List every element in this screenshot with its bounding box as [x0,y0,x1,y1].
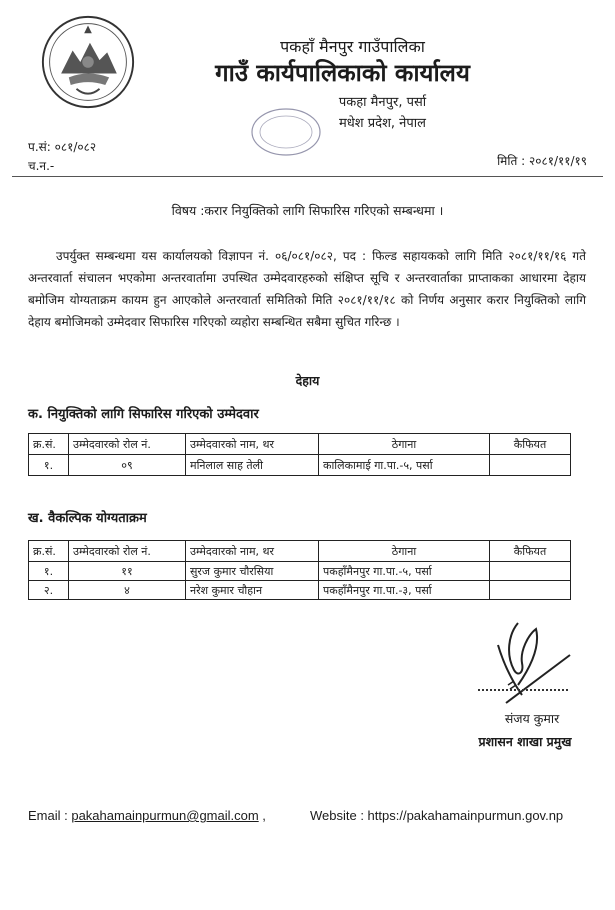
column-header: उम्मेदवारको रोल नं. [69,541,186,562]
column-header: कैफियत [490,541,571,562]
signatory-name: संजय कुमार [504,711,560,726]
reference-number: प.सं: ०८१/०८२ [28,140,97,154]
table-row [29,581,571,600]
column-header: ठेगाना [319,541,490,562]
section-a-title: क. नियुक्तिको लागि सिफारिस गरिएको उम्मेदवार [28,407,259,422]
cell-roll: ४ [69,581,186,600]
footer-email [28,808,266,823]
cell-serial: १. [29,562,69,581]
column-header: कैफियत [490,434,571,455]
recommended-candidate-table [28,433,571,476]
cell-address: पकहाँमैनपुर गा.पा.-३, पर्सा [319,581,490,600]
cell-name: सुरज कुमार चौरसिया [186,562,319,581]
handwritten-signature [478,615,578,710]
office-address-line-2: मधेश प्रदेश, नेपाल [339,116,426,131]
table-row [29,455,571,476]
office-stamp [248,106,324,158]
column-header: क्र.सं. [29,434,69,455]
email-label: Email : [28,808,72,823]
cell-roll: ०९ [69,455,186,476]
dispatch-number: च.न.- [28,159,55,173]
cell-address: कालिकामाई गा.पा.-५, पर्सा [319,455,490,476]
cell-address: पकहाँमैनपुर गा.पा.-५, पर्सा [319,562,490,581]
header-divider [12,176,603,177]
table-header-row [29,541,571,562]
column-header: उम्मेदवारको रोल नं. [69,434,186,455]
signature-line [478,689,568,691]
table-row [29,562,571,581]
office-name: पकहाँ मैनपुर गाउँपालिका [280,37,425,56]
column-header: उम्मेदवारको नाम, थर [186,541,319,562]
office-address-line-1: पकहा मैनपुर, पर्सा [338,95,427,110]
cell-serial: १. [29,455,69,476]
cell-serial: २. [29,581,69,600]
email-link[interactable]: pakahamainpurmun@gmail.com [71,808,259,823]
column-header: उम्मेदवारको नाम, थर [186,434,319,455]
email-suffix: , [258,808,266,823]
alternate-ranking-table [28,540,571,600]
footer-website[interactable]: Website : https://pakahamainpurmun.gov.np [310,808,564,823]
table-header-row [29,434,571,455]
column-header: ठेगाना [319,434,490,455]
cell-remarks [490,455,571,476]
section-b-title: ख. वैकल्पिक योग्यताक्रम [28,511,147,526]
cell-name: मनिलाल साह तेली [186,455,319,476]
office-title: गाउँ कार्यपालिकाको कार्यालय [215,59,470,87]
letter-body: उपर्युक्त सम्बन्धमा यस कार्यालयको विज्ञापन नं. ०६/०८१/०८२, पद : फिल्ड सहायकको लागि मिति २०८१/११/१६ गते अन्तरवार्ता संचालन भएकोमा अन्तरवार्तामा उपस्थित उम्मेदवारहरुको संक्षिप्त सूचि र अन्तरवार्ताका प्राप्ताकका आधारमा देहाय बमोजिम योग्यताक्रम कायम हुन आएकोले अन्तरवार्ता समितिको मिति २०८१/११/१८ को निर्णय अनुसार करार नियुक्तिको लागि देहाय बमोजिमको उम्मेदवार सिफारिस गरिएको व्यहोरा सम्बन्धित सबैमा सुचित गरिन्छ । [28,249,586,329]
cell-remarks [490,562,571,581]
letter-subject: विषय :करार नियुक्तिको लागि सिफारिस गरिएको सम्बन्धमा । [171,203,444,218]
column-header: क्र.सं. [29,541,69,562]
section-heading-dehay: देहाय [295,373,320,388]
cell-roll: ११ [69,562,186,581]
cell-remarks [490,581,571,600]
letter-date: मिति : २०८१/११/१९ [497,154,587,168]
cell-name: नरेश कुमार चौहान [186,581,319,600]
signatory-post: प्रशासन शाखा प्रमुख [478,734,572,749]
